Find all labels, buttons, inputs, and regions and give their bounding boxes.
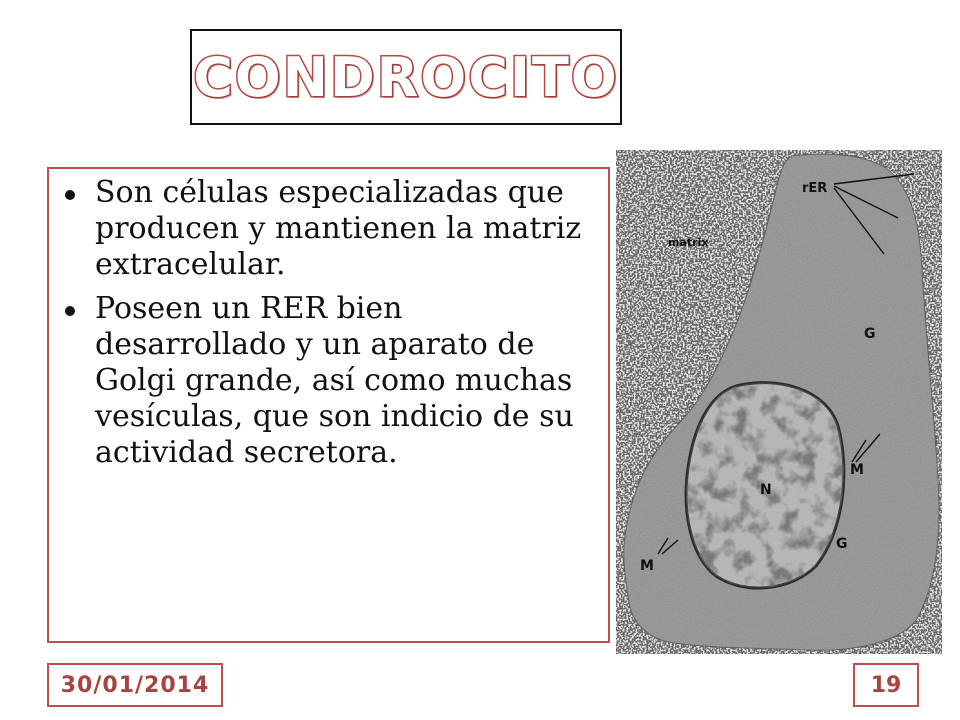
chondrocyte-micrograph (616, 150, 942, 654)
bullet-text: Son células especializadas que producen y mantienen la matriz extracelular. (95, 175, 582, 282)
content-box (47, 167, 610, 643)
bullet-text: Poseen un RER bien desarrollado y un aparato de Golgi grande, así como muchas vesículas, que son indicio de su actividad secretora. (95, 291, 574, 470)
bullet-item (59, 291, 596, 471)
bullet-item (59, 175, 596, 283)
label-golgi-lower: G (836, 536, 848, 552)
bullet-dot-icon (65, 190, 75, 200)
date-footer: 30/01/2014 (47, 663, 223, 707)
title-box (190, 29, 622, 125)
bullet-dot-icon (65, 306, 75, 316)
label-matrix: matrix (668, 236, 709, 249)
page-number: 19 (853, 663, 919, 707)
label-mitochondria-right: M (850, 462, 864, 478)
label-nucleus: N (760, 482, 772, 498)
label-rer: rER (802, 181, 828, 196)
bullet-list (59, 175, 596, 479)
slide-title: CONDROCITO (193, 45, 619, 109)
label-mitochondria-left: M (640, 558, 654, 574)
label-golgi-upper: G (864, 326, 876, 342)
